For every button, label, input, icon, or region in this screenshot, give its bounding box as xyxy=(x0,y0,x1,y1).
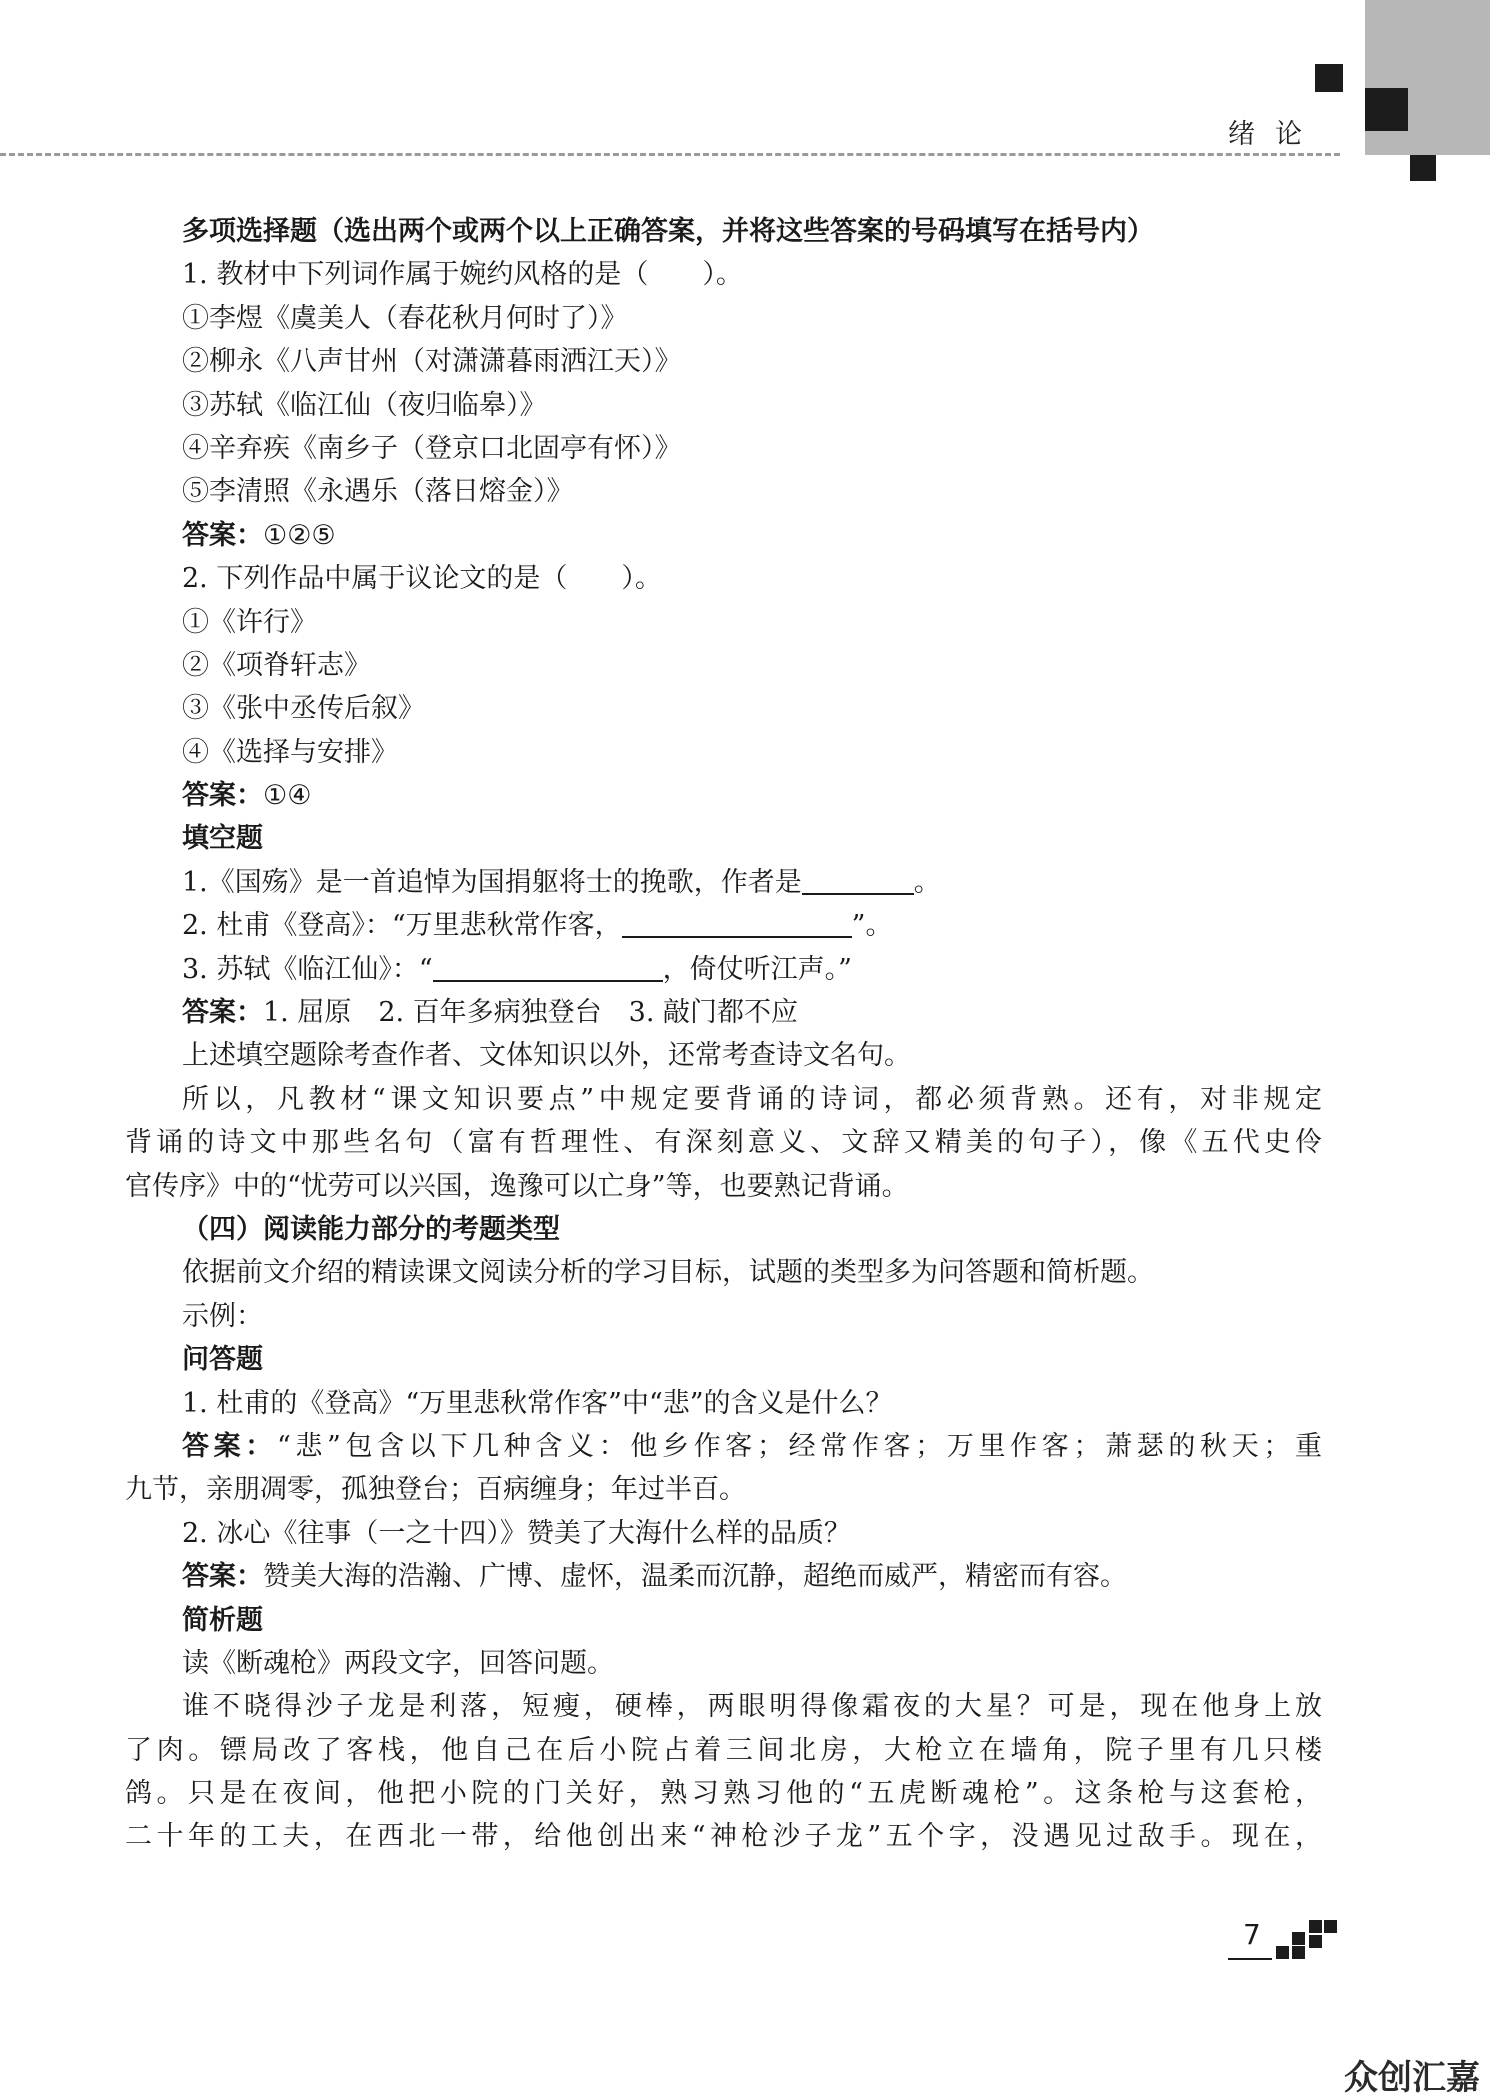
question-text-part: ”。 xyxy=(851,910,893,942)
answer-value: 赞美大海的浩瀚、广博、虚怀，温柔而沉静，超绝而威严，精密而有容。 xyxy=(263,1561,1127,1593)
header-square xyxy=(1365,88,1408,131)
answer-line xyxy=(182,1425,1322,1468)
question-text: 1. 杜甫的《登高》“万里悲秋常作客”中“悲”的含义是什么？ xyxy=(182,1387,893,1419)
watermark-logo-text: 众创汇嘉 xyxy=(1344,2058,1480,2098)
header-dashed-rule xyxy=(0,153,1340,156)
page-number: 7 xyxy=(1243,1918,1261,1951)
question-text-part: ，倚仗听江声。” xyxy=(662,953,852,985)
paragraph-line: 读《断魂枪》两段文字，回答问题。 xyxy=(182,1647,614,1679)
answer-label: 答案： xyxy=(182,780,263,812)
answer-blank xyxy=(433,952,663,982)
footer-square xyxy=(1309,1920,1322,1933)
question-text: 2. 冰心《往事（一之十四）》赞美了大海什么样的品质？ xyxy=(182,1517,851,1549)
paragraph-line: 所以，凡教材“课文知识要点”中规定要背诵的诗词，都必须背熟。还有，对非规定 xyxy=(182,1083,1322,1115)
paragraph-line: 二十年的工夫，在西北一带，给他创出来“神枪沙子龙”五个字，没遇见过敌手。现在， xyxy=(125,1821,1322,1853)
paragraph-line: 谁不晓得沙子龙是利落，短瘦，硬棒，两眼明得像霜夜的大星？可是，现在他身上放 xyxy=(182,1691,1322,1723)
section-heading-multiple-choice: 多项选择题（选出两个或两个以上正确答案，并将这些答案的号码填写在括号内） xyxy=(182,216,1154,247)
header-square xyxy=(1315,64,1343,92)
answer-line xyxy=(182,774,1322,817)
answer-label: 答案： xyxy=(182,519,263,551)
answer-line xyxy=(182,1555,1322,1598)
answer-value: ①②⑤ xyxy=(263,519,336,551)
paragraph-line: 九节，亲朋凋零，孤独登台；百病缠身；年过半百。 xyxy=(125,1474,746,1506)
option-item: ①《许行》 xyxy=(182,606,317,638)
answer-line xyxy=(182,514,1322,557)
question-text xyxy=(182,861,1322,904)
option-item: ③《张中丞传后叙》 xyxy=(182,693,425,725)
answer-label: 答案： xyxy=(182,997,263,1029)
paragraph-line: 鸽。只是在夜间，他把小院的门关好，熟习熟习他的“五虎断魂枪”。这条枪与这套枪， xyxy=(125,1778,1322,1810)
paragraph-line: 示例： xyxy=(182,1300,263,1332)
answer-blank xyxy=(622,908,852,938)
question-text-part: 2. 杜甫《登高》：“万里悲秋常作客， xyxy=(182,910,622,942)
option-item: ①李煜《虞美人（春花秋月何时了）》 xyxy=(182,302,628,334)
option-item: ④辛弃疾《南乡子（登京口北固亭有怀）》 xyxy=(182,432,682,464)
section-heading-analysis: 简析题 xyxy=(182,1604,263,1636)
option-item: ③苏轼《临江仙（夜归临皋）》 xyxy=(182,389,547,421)
answer-value: ①④ xyxy=(263,780,312,812)
section-heading-reading: （四）阅读能力部分的考题类型 xyxy=(182,1213,560,1245)
option-item: ②《项脊轩志》 xyxy=(182,649,371,681)
option-item: ②柳永《八声甘州（对潇潇暮雨洒江天）》 xyxy=(182,346,682,378)
answer-blank xyxy=(802,865,914,895)
question-text: 2. 下列作品中属于议论文的是（ ）。 xyxy=(182,563,662,595)
paragraph-line: 上述填空题除考查作者、文体知识以外，还常考查诗文名句。 xyxy=(182,1040,911,1072)
chapter-title: 绪论 xyxy=(1228,119,1322,150)
question-text xyxy=(182,904,1322,947)
header-gray-block xyxy=(1365,0,1490,155)
paragraph-line: 背诵的诗文中那些名句（富有哲理性、有深刻意义、文辞又精美的句子），像《五代史伶 xyxy=(125,1127,1322,1159)
paragraph-line: 官传序》中的“忧劳可以兴国，逸豫可以亡身”等，也要熟记背诵。 xyxy=(125,1170,909,1202)
section-heading-fill-blank: 填空题 xyxy=(182,823,263,855)
question-text: 1. 教材中下列词作属于婉约风格的是（ ）。 xyxy=(182,259,743,291)
footer-square xyxy=(1276,1946,1289,1959)
footer-square xyxy=(1309,1935,1322,1948)
option-item: ⑤李清照《永遇乐（落日熔金）》 xyxy=(182,476,574,508)
footer-square xyxy=(1292,1946,1305,1959)
question-text-part: 。 xyxy=(913,866,941,898)
answer-line xyxy=(182,991,1322,1034)
paragraph-line: 了肉。镖局改了客栈，他自己在后小院占着三间北房，大枪立在墙角，院子里有几只楼 xyxy=(125,1734,1322,1766)
question-text-part: 1.《国殇》是一首追悼为国捐躯将士的挽歌，作者是 xyxy=(182,866,802,898)
answer-label: 答案： xyxy=(182,1561,263,1593)
footer-square xyxy=(1324,1920,1337,1933)
footer-square xyxy=(1292,1932,1305,1945)
question-text xyxy=(182,948,1322,991)
answer-label: 答案： xyxy=(182,1430,277,1462)
page-body xyxy=(125,210,1322,1859)
answer-value: “悲”包含以下几种含义：他乡作客；经常作客；万里作客；萧瑟的秋天；重 xyxy=(276,1430,1322,1462)
header-square xyxy=(1410,155,1436,181)
answer-value: 1. 屈原 2. 百年多病独登台 3. 敲门都不应 xyxy=(263,997,799,1029)
option-item: ④《选择与安排》 xyxy=(182,736,398,768)
section-heading-qa: 问答题 xyxy=(182,1344,263,1376)
page-number-underline xyxy=(1228,1958,1272,1960)
paragraph-line: 依据前文介绍的精读课文阅读分析的学习目标，试题的类型多为问答题和简析题。 xyxy=(182,1257,1154,1289)
question-text-part: 3. 苏轼《临江仙》：“ xyxy=(182,953,433,985)
